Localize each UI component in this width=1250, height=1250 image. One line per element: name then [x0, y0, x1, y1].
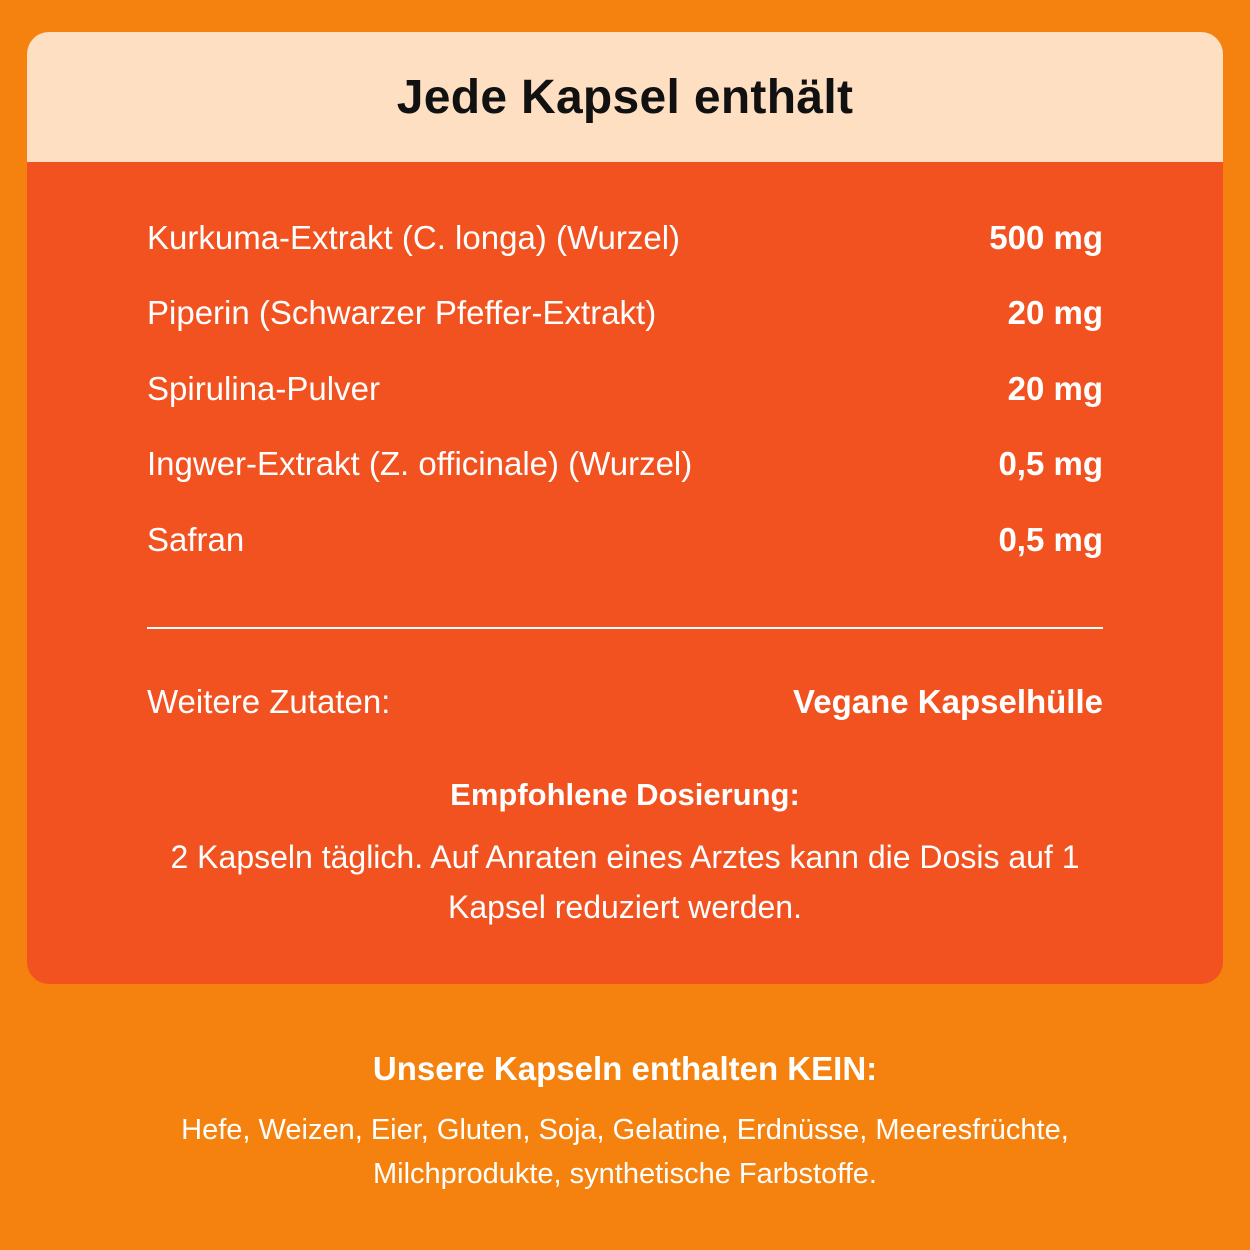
dosage-title: Empfohlene Dosierung: — [450, 777, 800, 812]
ingredient-name: Spirulina-Pulver — [147, 369, 380, 407]
other-ingredients-value: Vegane Kapselhülle — [793, 683, 1103, 720]
ingredient-name: Piperin (Schwarzer Pfeffer-Extrakt) — [147, 294, 657, 332]
ingredient-name: Kurkuma-Extrakt (C. longa) (Wurzel) — [147, 218, 681, 256]
ingredient-row — [147, 427, 1103, 503]
ingredient-name: Ingwer-Extrakt (Z. officinale) (Wurzel) — [147, 445, 693, 483]
ingredient-row — [147, 276, 1103, 352]
ingredient-list — [147, 200, 1103, 578]
ingredient-amount: 0,5 mg — [998, 445, 1103, 483]
other-ingredients-row — [147, 680, 1103, 724]
exclusions-text: Hefe, Weizen, Eier, Gluten, Soja, Gelatine, Erdnüsse, Meeresfrüchte, Milchprodukte, synthetische Farbstoffe. — [181, 1114, 1069, 1190]
ingredient-amount: 20 mg — [1007, 369, 1103, 407]
ingredient-name: Safran — [147, 520, 245, 558]
card-header — [27, 32, 1223, 162]
ingredient-amount: 500 mg — [989, 218, 1103, 256]
card-title: Jede Kapsel enthält — [396, 70, 854, 124]
ingredients-card — [27, 32, 1223, 984]
ingredient-row — [147, 351, 1103, 427]
other-ingredients-label: Weitere Zutaten: — [147, 683, 391, 720]
exclusions-title: Unsere Kapseln enthalten KEIN: — [372, 1050, 878, 1087]
divider — [147, 627, 1103, 629]
dosage-text: 2 Kapseln täglich. Auf Anraten eines Arztes kann die Dosis auf 1 Kapsel reduziert werden. — [170, 839, 1080, 925]
ingredient-row — [147, 200, 1103, 276]
ingredient-amount: 0,5 mg — [998, 520, 1103, 558]
ingredient-amount: 20 mg — [1007, 294, 1103, 332]
ingredient-row — [147, 502, 1103, 578]
